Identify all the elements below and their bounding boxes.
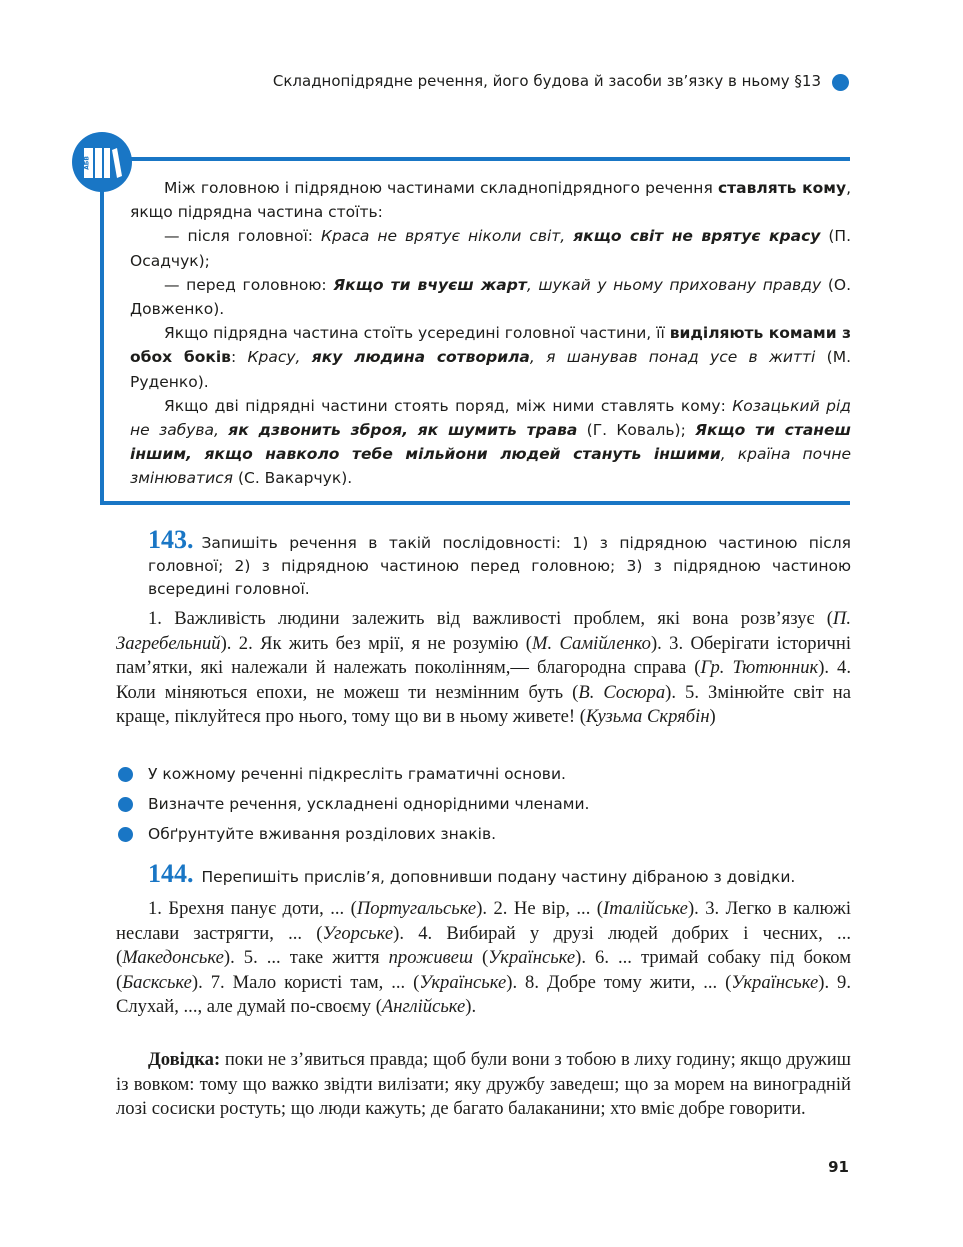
chapter-marker-dot [832,74,849,91]
books-abv-icon [72,132,132,192]
exercise-144-text: 1. Брехня панує доти, ... (Португальське). 2. Не вір, ... (Італійське). 3. Легко в калюжі неслави застрягти, ... (Угорське). 4. Вибирай у друзі людей добрих і чесних, ... (Македонське). 5. ... таке життя проживеш (Українське). 6. ... тримай собаку під боком (Баскське). 7. Мало користі там, ... (Українське). 8. Добре тому жити, ... (Українське). 9. Слухай, ..., але думай по-своєму (Англійське). [116,898,852,1018]
reference-box [116,1048,851,1122]
rule-paragraph: — після головної: Краса не врятує ніколи світ, якщо світ не врятує красу (П. Осадчук); [130,227,852,270]
rule-box-left-border [100,157,104,505]
reference-text: поки не з’явиться правда; щоб були вони з тобою в лиху годину; якщо дружиш із вовком: тому що важко звідти вилізати; яку дружбу заведеш; що за морем на виноградній лозі сосиски ростуть; що люди кажуть; де багато балаканини; хто вміє добре говорити. [116,1049,851,1120]
reference-label: Довідка: [148,1049,221,1070]
task-bullet: У кожному реченні підкресліть граматичні основи. [148,765,566,783]
rule-paragraph: — перед головною: Якщо ти вчуєш жарт, шукай у ньому приховану правду (О. Довженко). [130,275,852,319]
bullet-dot [118,797,133,812]
bullet-dot [118,767,133,782]
task-bullet: Визначте речення, ускладнені однорідними членами. [148,795,590,813]
books-spine-letters: АБВ [83,156,91,170]
exercise-143-task: 143. Запишіть речення в такій послідовності: 1) з підрядною частиною після головної; 2) з підрядною частиною перед головною; 3) з підрядною частиною всередині головної. [148,525,851,598]
rule-box-bottom-border [100,501,850,505]
rule-paragraph: Якщо підрядна частина стоїть усередині головної частини, її виділяють комами з обох боків: Красу, яку людина сотворила, я шанував понад усе в житті (М. Руденко). [130,324,851,391]
rule-paragraph: Якщо дві підрядні частини стоять поряд, між ними ставлять кому: Козацький рід не забува, як дзвонить зброя, як шумить трава (Г. Коваль); Якщо ти станеш іншим, якщо навколо тебе мільйони людей стануть іншими, країна почне змінюватися (С. Вакарчук). [130,396,851,488]
exercise-143-text: 1. Важливість людини залежить від важливості проблем, які вона розв’язує (П. Загребельний). 2. Як жить без мрії, я не розумію (М. Самійленко). 3. Оберігати історичні пам’ятки, які належали й належать поколінням,— благородна справа (Гр. Тютюнник). 4. Коли міняються епохи, не можеш ти незмінним буть (В. Сосюра). 5. Змінюйте світ на краще, піклуйтеся про нього, тому що ви в ньому живете! (Кузьма Скрябін) [116,608,852,728]
exercise-number: 143. [148,525,194,554]
rule-paragraph: Між головною і підрядною частинами складнопідрядного речення ставлять кому, якщо підрядна частина стоїть: [130,179,852,222]
bullet-dot [118,827,133,842]
rule-text [130,176,851,491]
task-bullet: Обґрунтуйте вживання розділових знаків. [148,825,497,843]
running-head: Складнопідрядне речення, його будова й засоби зв’язку в ньому §13 [272,72,821,90]
exercise-number: 144. [148,859,194,888]
exercise-144-task: 144. Перепишіть прислів’я, доповнивши подану частину дібраною з довідки. [148,859,796,888]
page-number: 91 [828,1158,849,1176]
rule-box-top-border [100,157,850,161]
